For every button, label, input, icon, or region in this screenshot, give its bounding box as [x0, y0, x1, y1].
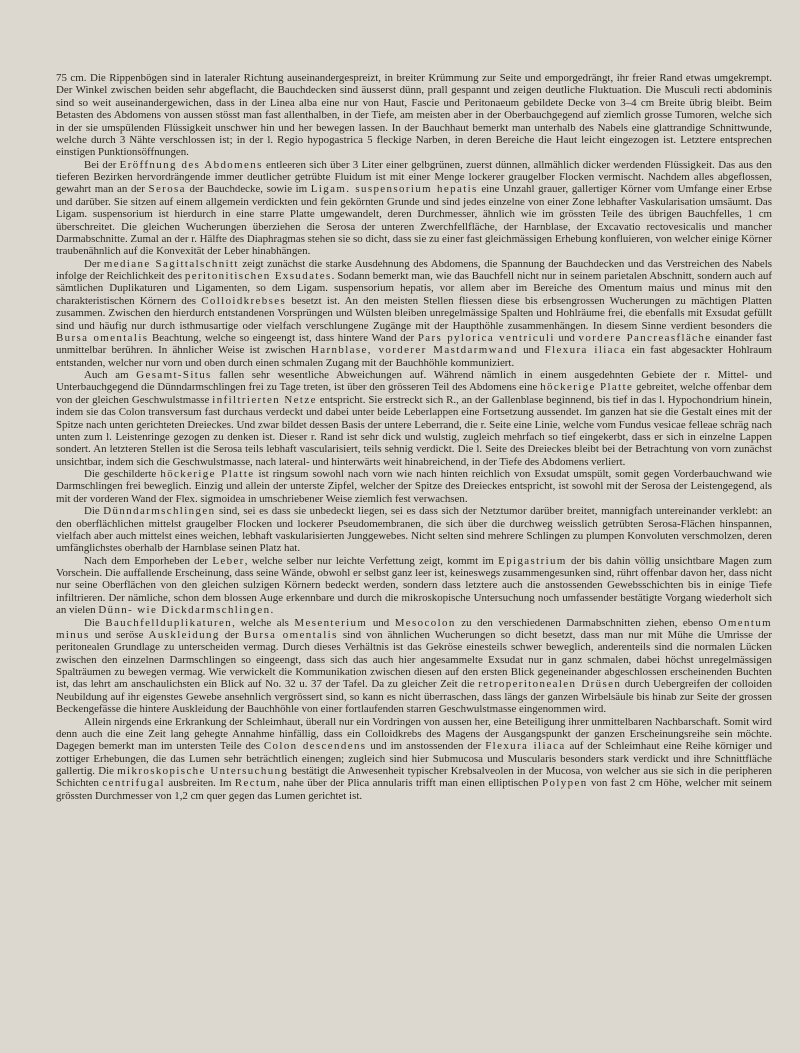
- text-run: , nahe über der Plica annularis trifft man einen elliptischen: [277, 777, 543, 790]
- spaced-term: Bursa omentalis: [243, 628, 338, 641]
- spaced-term: retroperitonealen Drüsen: [478, 678, 622, 691]
- text-run: ausbreiten. Im: [164, 777, 235, 790]
- spaced-term: Epigastrium: [498, 554, 567, 567]
- spaced-term: Dünn- wie Dickdarmschlingen: [98, 604, 271, 617]
- spaced-term: mediane Sagittalschnitt: [103, 257, 239, 270]
- text-run: und: [367, 616, 395, 629]
- spaced-term: Dünndarmschlingen: [103, 505, 216, 518]
- text-run: entspricht. Sie erstreckt sich R., an der Gallenblase beginnend, bis tief in das l. Hypochondrium hinein, indem sie das Colon transversum fast durchaus verdeckt und dabei unter beide Leberlappen eine Fortsetzung aussendet. Im ganzen hat sie die Gestalt eines mit der Spitze nach unten gerichteten Dreieckes. Und zwar bildet dessen Basis der untere Leberrand, die r. Seite eine Linie, welche vom Fundus vesicae felleae schräg nach unten zum l. Leistenringe gezogen zu denken ist. Dieser r. Rand ist sehr dick und wulstig, zugleich mehrfach so tief eingekerbt, dass er sich in einzelne Lappen sondert. An letzteren Stellen ist die Serosa teils lebhaft vascularisiert, teils sehnig verdickt. Die l. Seite des Dreieckes bleibt bei der Betrachtung von vorn zunächst unsichtbar, indem sich die Geschwulstmasse, nach lateral- und hinterwärts weit hinabreichend, in der Tiefe des Abdomens verliert.: [56, 393, 773, 468]
- text-run: bestätigt die Anwesenheit typischer Krebsalveolen in der Mucosa, von welcher aus sie sich in die peripheren Schichten: [56, 765, 772, 790]
- text-run: Beachtung, welche so eingeengt ist, dass hintere Wand der: [148, 331, 418, 344]
- paragraph: [56, 617, 772, 716]
- text-run: der: [219, 628, 244, 641]
- text-run: der bis dahin völlig unsichtbare Magen zum Vorschein. Die auffallende Erscheinung, dass seine Wände, obwohl er selbst ganz leer ist, keineswegs zusammengesunken sind, rührt offenbar davon her, dass nicht nur seine Oberflächen von den gleichen sulzigen Körnern bedeckt werden, sondern dass letztere auch die anstossenden Gewebsschichten bis in einige Tiefe infiltrieren. Der nämliche, schon dem blossen Auge erkennbare und durch die mikroskopische Untersuchung noch umfassender bestätigte Vorgang wiederholt sich an vielen: [56, 554, 772, 617]
- text-run: von fast 2 cm Höhe, welcher mit seinem grössten Durchmesser von 1,2 cm quer gegen das Lumen gerichtet ist.: [56, 777, 772, 802]
- text-run: . Sodann bemerkt man, wie das Bauchfell nicht nur in seinem parietalen Abschnitt, sondern auch auf sämtlichen Duplikaturen und Ligamenten, so dem Ligam. suspensorium hepatis, vor allem aber im Bereiche des Omentum maius und minus mit den charakteristischen Körnern des: [56, 270, 772, 307]
- text-run: Die geschilderte: [84, 468, 161, 480]
- spaced-term: Omentum minus: [56, 616, 773, 641]
- text-run: zeigt zunächst die starke Ausdehnung des Abdomens, die Spannung der Bauchdecken und das Verstreichen des Nabels infolge der Reichlichkeit des: [56, 257, 772, 282]
- text-run: Der: [84, 257, 104, 270]
- text-run: und: [554, 331, 579, 344]
- spaced-term: höckerige Platte: [540, 381, 634, 394]
- paragraph: [56, 716, 772, 803]
- spaced-term: mikroskopische Untersuchung: [117, 765, 289, 777]
- body-text: [56, 72, 772, 802]
- spaced-term: Mesenterium: [294, 616, 368, 629]
- text-run: Auch am: [84, 369, 137, 381]
- paragraph: [56, 505, 772, 555]
- text-run: sind von ähnlichen Wucherungen so dicht besetzt, dass man nur mit Mühe die Umrisse der peritonealen Grundlage zu unterscheiden vermag. Durch dieses Verhältnis ist das Gekröse einesteils schwer beweglich, anderenteils sind die normalen Lücken zwischen den einzelnen Darmschlingen so eingeengt, dass sich das auch hier angesammelte Exsudat nur in ganz schmalen, dabei höchst unregelmässigen Spalträumen zu bewegen vermag. Wie verwickelt die Kommunikation zwischen diesen auf den ersten Blick gegeneinander abgeschlossen erscheinenden Buchten ist, das lehrt am anschaulichsten ein Blick auf No. 32 u. 37 der Tafel. Da zu gleicher Zeit die: [56, 628, 772, 691]
- spaced-term: Rectum: [234, 777, 278, 790]
- text-run: 75 cm. Die Rippenbögen sind in lateraler Richtung auseinandergespreizt, in breiter Krümmung zur Seite und emporgedrängt, ihr freier Rand etwas umgekrempt. Der Winkel zwischen beiden sehr abgeflacht, die Bauchdecken sind äusserst dünn, prall gespannt und zeigen deutliche Fluktuation. Die Musculi recti abdominis sind so weit auseinandergewichen, dass in der Linea alba eine nur von Haut, Fascie und Peritonaeum gebildete Decke von 3–4 cm Breite übrig bleibt. Beim Betasten des Abdomens von aussen stösst man fast allenthalben, in der Tiefe, am meisten aber in der Oberbauchgegend auf ziemlich grosse Tumoren, welche sich in der sie umspülenden Flüssigkeit unschwer hin und her bewegen lassen. In der Bauchhaut bemerkt man unterhalb des Nabels eine glattrandige Schnittwunde, welche durch 3 Nähte verschlossen ist; in der l. Regio hypogastrica 5 fleckige Narben, in deren Bereiche die Haut leicht eingezogen ist. Letztere entsprechen einstigen Punktionsöffnungen.: [56, 72, 772, 159]
- spaced-term: Bursa omentalis: [56, 331, 149, 344]
- spaced-term: Leber: [212, 554, 245, 567]
- paragraph: [56, 369, 772, 468]
- spaced-term: Mesocolon: [394, 616, 456, 629]
- text-run: Bei der: [84, 158, 120, 171]
- spaced-term: infiltrierten Netze: [212, 393, 317, 406]
- spaced-term: Serosa: [148, 183, 186, 196]
- text-run: und: [517, 344, 545, 357]
- text-run: entleeren sich über 3 Liter einer gelbgrünen, zuerst dünnen, allmählich dicker werdenden Flüssigkeit. Das aus den tieferen Bezirken hervordrängende immer deutlicher getrübte Fluidum ist mit einer Menge lockerer graugelber Flocken vermischt. Nachdem alles abgeflossen, gewahrt man an der: [56, 158, 772, 196]
- text-run: ist ringsum sowohl nach vorn wie nach hinten reichlich von Exsudat umspült, somit gegen Vorderbauchwand wie Darmschlingen frei beweglich. Einzig und allein der unterste Zipfel, welcher der Spitze des Dreieckes entspricht, ist sowohl mit der Serosa der Leistengegend, als mit der vorderen Wand der Flex. sigmoidea in umschriebener Weise ziemlich fest verwachsen.: [56, 468, 772, 505]
- text-run: Die: [84, 505, 104, 518]
- spaced-term: Flexura iliaca: [485, 740, 566, 753]
- text-run: , welche als: [232, 616, 295, 629]
- text-run: eine Unzahl grauer, gallertiger Körner vom Umfange einer Erbse und darüber. Sie sitzen auf einem allgemein verdickten und fein gekörnten Grunde und sind jedes einzelne von einer Zone lebhafter Vaskularisation umsäumt. Das Ligam. suspensorium ist hierdurch in eine starre Platte umgewandelt, deren Durchmesser, ähnlich wie im grössten Teile des übrigen Bauchfelles, 1 cm überschreitet. Die gleichen Wucherungen überziehen die Serosa der unteren Zwerchfellfläche, der Harnblase, der Excavatio rectovesicalis und mancher Darmabschnitte. Zumal an der r. Hälfte des Diaphragmas stehen sie so dicht, dass sie zu einer fast gleichmässigen Erhebung konfluieren, von welcher einige Körner traubenähnlich auf die Konvexität der Leber hinabhängen.: [56, 183, 772, 258]
- text-run: Allein nirgends eine Erkrankung der Schleimhaut, überall nur ein Vordringen von aussen her, eine Beteiligung ihrer unmittelbaren Nachbarschaft. Somit wird denn auch die eine Zeit lang gehegte Annahme hinfällig, dass ein Colloidkrebs des Magens der Ausgangspunkt der ganzen Erscheinungsreihe sein möchte. Dagegen bemerkt man im untersten Teile des: [56, 715, 772, 753]
- text-run: Die: [84, 616, 106, 629]
- text-run: sind, sei es dass sie unbedeckt liegen, sei es dass sich der Netztumor darüber breitet, mannigfach untereinander verklebt: an den oberflächlichen mittelst graugelber Flocken und lockerer Pseudomembranen, die sich über die durchweg weisslich getrübten Serosa-Flächen hinspannen, vielfach aber auch mittelst eines weichen, lebhaft vaskularisierten Junggewebes. Nicht selten sind mehrere Schlingen zu plumpen Konvoluten verschmolzen, deren umfänglichstes oberhalb der Harnblase seinen Platz hat.: [56, 505, 772, 555]
- text-run: und im anstossenden der: [366, 740, 486, 753]
- paragraph: [56, 555, 772, 617]
- text-run: einander fast unmittelbar berühren. In ähnlicher Weise ist zwischen: [56, 331, 772, 357]
- spaced-term: peritonitischen Exsudates: [184, 270, 332, 282]
- text-run: besetzt ist. An den meisten Stellen fliessen diese bis erbsengrossen Wucherungen zu mächtigen Platten zusammen. Zwischen den hierdurch entstandenen Vorsprüngen und Wülsten bleiben unregelmässige Spalten und Hohlräume frei, die ebenfalls mit Exsudat gefüllt sind und häufig nur durch isthmusartige oder vielfach verschlungene Zugänge mit der Haupthöhle zusammenhängen. In diesem Sinne verdient besonders die: [56, 294, 772, 332]
- text-run: ein fast abgesackter Hohlraum entstanden, welcher nur vorn und oben durch einen schmalen Zugang mit der Bauchhöhle kommuniziert.: [56, 344, 773, 369]
- paragraph: [56, 72, 772, 159]
- text-run: Nach dem Emporheben der: [84, 554, 213, 567]
- spaced-term: Colon descendens: [263, 740, 367, 753]
- spaced-term: Ligam. suspensorium hepatis: [310, 183, 478, 196]
- spaced-term: Harnblase, vorderer Mastdarmwand: [310, 344, 518, 357]
- text-run: zu den verschiedenen Darmabschnitten ziehen, ebenso: [455, 616, 719, 629]
- spaced-term: vordere Pancreasfläche: [578, 331, 712, 344]
- spaced-term: centrifugal: [102, 777, 165, 790]
- text-run: durch Uebergreifen der colloiden Neubildung auf ihr eigenstes Gewebe ansehnlich vergrössert sind, so kann es nicht überraschen, dass längs der ganzen Wirbelsäule bis hinab zur Seite der grossen Beckengefässe die hintere Auskleidung der Bauchhöhle von einer fortlaufenden starren Geschwulstmasse eingenommen wird.: [56, 678, 773, 716]
- text-run: .: [270, 604, 274, 617]
- spaced-term: Auskleidung: [148, 628, 220, 641]
- spaced-term: Polypen: [542, 777, 588, 790]
- paragraph: [56, 159, 772, 258]
- spaced-term: Eröffnung des Abdomens: [119, 158, 263, 171]
- text-run: und seröse: [89, 628, 149, 641]
- spaced-term: Colloidkrebses: [201, 294, 287, 307]
- text-run: gebreitet, welche offenbar dem von der gleichen Geschwulstmasse: [56, 381, 773, 406]
- spaced-term: Pars pylorica ventriculi: [417, 331, 555, 344]
- text-run: fallen sehr wesentliche Abweichungen auf. Während nämlich in einem ausgedehnten Gebiete der r. Mittel- und Unterbauchgegend die Dünndarmschlingen frei zu Tage treten, ist über den grösseren Teil des Abdomens eine: [56, 369, 772, 394]
- spaced-term: höckerige Platte: [160, 468, 255, 480]
- text-run: der Bauchdecke, sowie im: [185, 183, 311, 196]
- paragraph: [56, 258, 772, 369]
- paragraph: [56, 468, 772, 505]
- spaced-term: Gesamt-Situs: [136, 369, 212, 381]
- text-run: auf der Schleimhaut eine Reihe körniger und zottiger Erhebungen, die das Lumen sehr beträchtlich einengen; zugleich sind hier Submucosa und Muscularis besonders stark verdickt und ihre Schnittfläche gallertig. Die: [56, 740, 773, 777]
- text-run: , welche selber nur leichte Verfettung zeigt, kommt im: [244, 554, 499, 567]
- spaced-term: Bauchfellduplikaturen: [105, 616, 233, 629]
- spaced-term: Flexura iliaca: [544, 344, 627, 357]
